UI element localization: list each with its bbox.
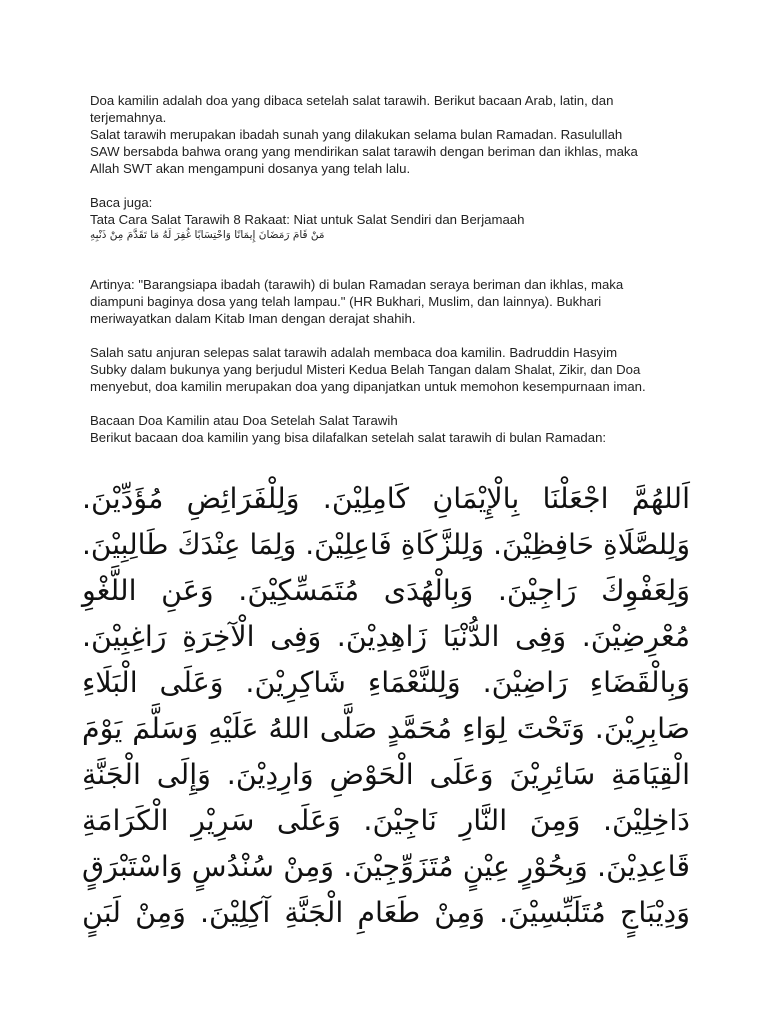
arabic-line: مُعْرِضِيْنَ. وَفِى الدُّنْيَا زَاهِدِيْنَ. وَفِى الْآخِرَةِ رَاغِبِيْنَ. [82,620,690,653]
bacaan-heading: Bacaan Doa Kamilin atau Doa Setelah Salat Tarawih [90,413,398,428]
intro-line: Doa kamilin adalah doa yang dibaca setelah salat tarawih. Berikut bacaan Arab, latin, dan [90,93,614,108]
arabic-line: اَللهُمَّ اجْعَلْنَا بِالْإِيْمَانِ كَامِلِيْنَ. وَلِلْفَرَائِضِ مُؤَدِّيْنَ. [82,482,690,515]
arabic-line: الْقِيَامَةِ سَائِرِيْنَ وَعَلَى الْحَوْضِ وَارِدِيْنَ. وَإِلَى الْجَنَّةِ [82,758,690,791]
arabic-line: صَابِرِيْنَ. وَتَحْتَ لِوَاءِ مُحَمَّدٍ صَلَّى اللهُ عَلَيْهِ وَسَلَّمَ يَوْمَ [82,712,690,745]
artinya-line: meriwayatkan dalam Kitab Iman dengan derajat shahih. [90,311,416,326]
article-text [90,92,690,446]
artinya-paragraph [90,276,690,327]
hadith-arabic: مَنْ قَامَ رَمَضَانَ إِيمَانًا وَاحْتِسَابًا غُفِرَ لَهُ مَا تَقَدَّمَ مِنْ ذَنْبِهِ [90,229,325,241]
baca-juga-link[interactable]: Tata Cara Salat Tarawih 8 Rakaat: Niat untuk Salat Sendiri dan Berjamaah [90,212,525,227]
spacer [90,177,690,194]
bacaan-section [90,412,690,446]
arabic-line: وَلِعَفْوِكَ رَاجِيْنَ. وَبِالْهُدَى مُتَمَسِّكِيْنَ. وَعَنِ اللَّغْوِ [82,574,690,607]
baca-juga-section [90,194,690,243]
anjuran-line: Salah satu anjuran selepas salat tarawih adalah membaca doa kamilin. Badruddin Hasyim [90,345,618,360]
artinya-line: Artinya: "Barangsiapa ibadah (tarawih) di bulan Ramadan seraya beriman dan ikhlas, maka [90,277,624,292]
intro-line: SAW bersabda bahwa orang yang mendirikan salat tarawih dengan beriman dan ikhlas, maka [90,144,638,159]
intro-line: Salat tarawih merupakan ibadah sunah yang dilakukan selama bulan Ramadan. Rasulullah [90,127,623,142]
intro-paragraph [90,92,690,177]
anjuran-line: Subky dalam bukunya yang berjudul Misteri Kedua Belah Tangan dalam Shalat, Zikir, dan Doa [90,362,641,377]
arabic-line: وَبِالْقَضَاءِ رَاضِيْنَ. وَلِلنَّعْمَاءِ شَاكِرِيْنَ. وَعَلَى الْبَلَاءِ [82,666,690,699]
bacaan-subtext: Berikut bacaan doa kamilin yang bisa dilafalkan setelah salat tarawih di bulan Ramadan: [90,430,607,445]
arabic-line: قَاعِدِيْنَ. وَبِحُوْرٍ عِيْنٍ مُتَزَوِّجِيْنَ. وَمِنْ سُنْدُسٍ وَاسْتَبْرَقٍ [82,850,690,883]
arabic-line: دَاخِلِيْنَ. وَمِنَ النَّارِ نَاجِيْنَ. وَعَلَى سَرِيْرِ الْكَرَامَةِ [82,804,690,837]
anjuran-line: menyebut, doa kamilin merupakan doa yang dipanjatkan untuk memohon kesempurnaan iman. [90,379,646,394]
anjuran-paragraph [90,344,690,395]
doa-kamilin-arabic [82,476,690,936]
arabic-line: وَدِيْبَاجٍ مُتَلَبِّسِيْنَ. وَمِنْ طَعَامِ الْجَنَّةِ آكِلِيْنَ. وَمِنْ لَبَنٍ [82,896,690,929]
arabic-line: وَلِلصَّلَاةِ حَافِظِيْنَ. وَلِلزَّكَاةِ فَاعِلِيْنَ. وَلِمَا عِنْدَكَ طَالِبِيْنَ. [82,528,690,561]
spacer [90,395,690,412]
artinya-line: diampuni baginya dosa yang telah lampau." (HR Bukhari, Muslim, dan lainnya). Bukhari [90,294,602,309]
spacer [90,243,690,276]
baca-juga-label: Baca juga: [90,195,153,210]
intro-line: terjemahnya. [90,110,167,125]
spacer [90,327,690,344]
intro-line: Allah SWT akan mengampuni dosanya yang telah lalu. [90,161,411,176]
